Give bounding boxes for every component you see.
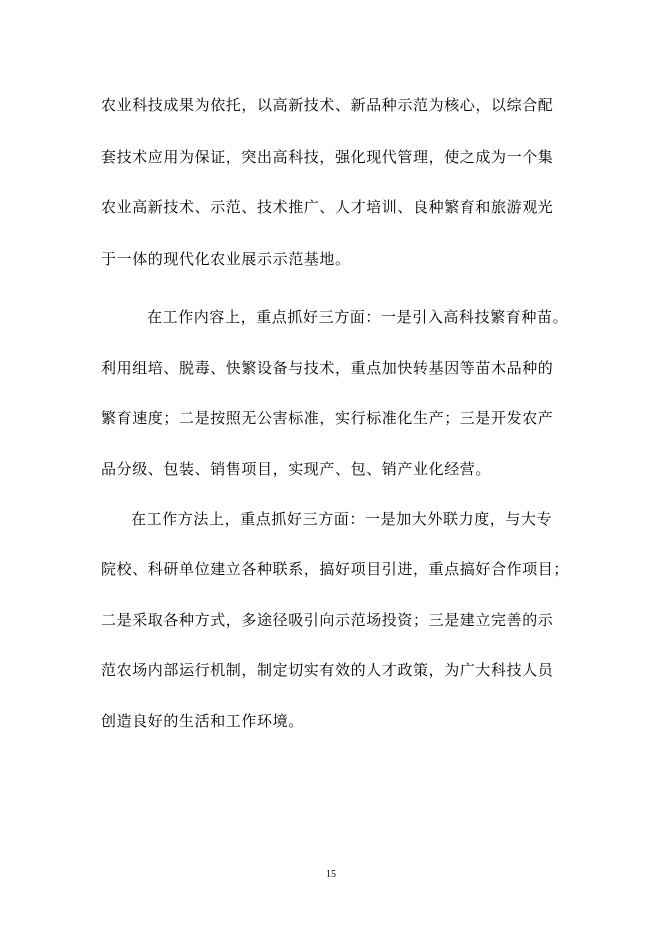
paragraph-2-line-2: 利用组培、脱毒、快繁设备与技术，重点加快转基因等苗木品种的 [101, 359, 554, 377]
paragraph-2-line-1: 在工作内容上，重点抓好三方面：一是引入高科技繁育种苗。 [147, 308, 569, 326]
page-number: 15 [326, 869, 336, 880]
paragraph-1-line-3: 农业高新技术、示范、技术推广、人才培训、良种繁育和旅游观光 [101, 198, 554, 216]
paragraph-3-line-5: 创造良好的生活和工作环境。 [101, 712, 304, 730]
paragraph-3-line-4: 范农场内部运行机制，制定切实有效的人才政策，为广大科技人员 [101, 661, 554, 679]
paragraph-3-line-3: 二是采取各种方式，多途径吸引向示范场投资；三是建立完善的示 [101, 611, 554, 629]
paragraph-1-line-1: 农业科技成果为依托，以高新技术、新品种示范为核心，以综合配 [101, 96, 554, 114]
paragraph-3-line-1: 在工作方法上，重点抓好三方面：一是加大外联力度，与大专 [131, 510, 553, 528]
paragraph-2-line-4: 品分级、包装、销售项目，实现产、包、销产业化经营。 [101, 460, 492, 478]
paragraph-3-line-2: 院校、科研单位建立各种联系，搞好项目引进，重点搞好合作项目； [101, 560, 570, 578]
paragraph-1-line-4: 于一体的现代化农业展示示范基地。 [101, 250, 351, 268]
paragraph-2-line-3: 繁育速度；二是按照无公害标准，实行标准化生产；三是开发农产 [101, 409, 554, 427]
paragraph-1-line-2: 套技术应用为保证，突出高科技，强化现代管理，使之成为一个集 [101, 148, 554, 166]
